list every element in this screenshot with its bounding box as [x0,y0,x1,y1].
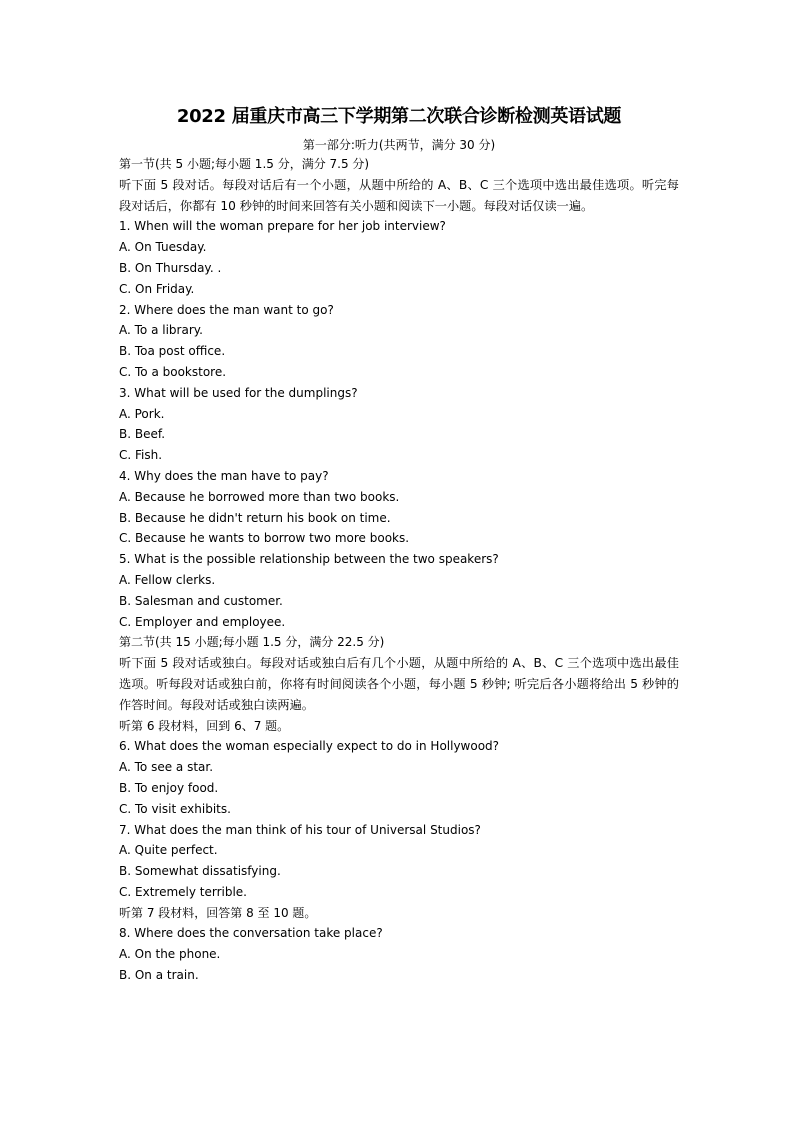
section-2-instructions: 听下面 5 段对话或独白。每段对话或独白后有几个小题，从题中所给的 A、B、C 三个选项中选出最佳选项。听每段对话或独白前，你将有时间阅读各个小题，每小题 5 秒钟; 听完后各小题将给出 5 秒钟的作答时间。每段对话或独白读两遍。 [119,656,679,712]
option-a: A. Fellow clerks. [119,572,216,587]
option-a: A. Because he borrowed more than two books. [119,489,400,504]
option-b: B. Somewhat dissatisfying. [119,864,281,879]
section-2 [119,632,679,986]
option-b: B. On Thursday. . [119,260,222,275]
question-1 [119,216,679,299]
option-a: A. To see a star. [119,760,214,775]
material-6-heading: 听第 6 段材料，回到 6、7 题。 [119,718,290,733]
question-text: 5. What is the possible relationship between the two speakers? [119,552,499,567]
question-6 [119,736,679,819]
option-a: A. On the phone. [119,947,221,962]
question-text: 6. What does the woman especially expect to do in Hollywood? [119,739,500,754]
option-c: C. Fish. [119,448,163,463]
exam-title: 2022 届重庆市高三下学期第二次联合诊断检测英语试题 [176,106,622,127]
question-text: 1. When will the woman prepare for her job interview? [119,219,446,234]
question-4 [119,466,679,549]
option-b: B. Because he didn't return his book on time. [119,510,391,525]
section-1 [119,154,679,632]
option-c: C. On Friday. [119,281,195,296]
option-c: C. Employer and employee. [119,614,286,629]
option-b: B. Beef. [119,427,166,442]
question-text: 2. Where does the man want to go? [119,302,334,317]
section-1-instructions: 听下面 5 段对话。每段对话后有一个小题，从题中所给的 A、B、C 三个选项中选出最佳选项。听完每段对话后，你都有 10 秒钟的时间来回答有关小题和阅读下一小题。每段对话仅读一遍。 [119,177,679,213]
option-c: C. To visit exhibits. [119,801,231,816]
option-b: B. Toa post office. [119,344,226,359]
option-a: A. On Tuesday. [119,240,207,255]
material-7-heading: 听第 7 段材料，回答第 8 至 10 题。 [119,905,317,920]
option-a: A. Pork. [119,406,165,421]
option-c: C. To a bookstore. [119,364,227,379]
option-b: B. To enjoy food. [119,780,219,795]
question-7 [119,820,679,903]
option-a: A. To a library. [119,323,203,338]
question-text: 7. What does the man think of his tour of Universal Studios? [119,822,481,837]
question-text: 8. Where does the conversation take place? [119,926,383,941]
exam-page [119,104,679,986]
option-c: C. Extremely terrible. [119,884,247,899]
part-heading: 第一部分:听力(共两节，满分 30 分) [302,138,496,152]
question-5 [119,549,679,632]
question-8 [119,923,679,985]
question-text: 3. What will be used for the dumplings? [119,385,358,400]
option-c: C. Because he wants to borrow two more books. [119,531,410,546]
option-b: B. On a train. [119,968,199,983]
question-text: 4. Why does the man have to pay? [119,468,329,483]
question-2 [119,300,679,383]
section-1-heading: 第一节(共 5 小题;每小题 1.5 分，满分 7.5 分) [119,157,370,171]
option-a: A. Quite perfect. [119,843,218,858]
question-3 [119,383,679,466]
option-b: B. Salesman and customer. [119,593,283,608]
section-2-heading: 第二节(共 15 小题;每小题 1.5 分，满分 22.5 分) [119,635,385,650]
